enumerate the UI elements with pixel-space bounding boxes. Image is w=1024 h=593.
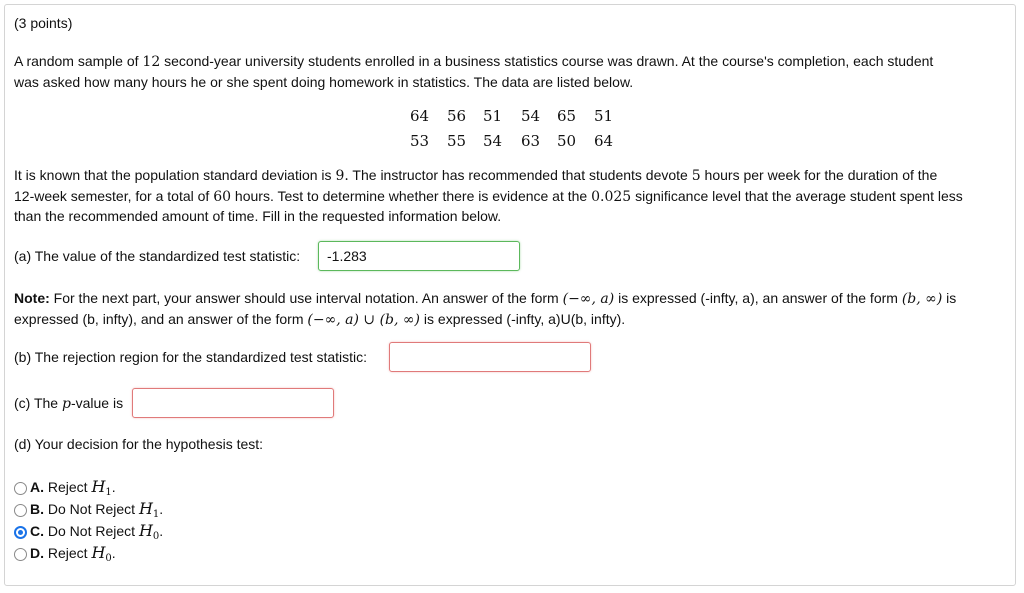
option-b-radio[interactable] (14, 504, 27, 517)
note-line-2 (14, 309, 625, 330)
sample-size: 12 (142, 54, 161, 70)
option-d-label[interactable] (30, 543, 116, 569)
data-value: 55 (447, 132, 467, 150)
option-text: Do Not Reject (44, 501, 139, 517)
known-line-2 (14, 186, 963, 207)
intro-text: second-year university students enrolled in a business statistics course was drawn. At the course's completion, each student (160, 53, 934, 69)
option-c-radio[interactable] (14, 526, 27, 539)
hypothesis-symbol: H (138, 499, 153, 518)
option-letter: C. (30, 523, 44, 539)
part-d-label: (d) Your decision for the hypothesis test: (14, 436, 264, 452)
option-d-radio[interactable] (14, 548, 27, 561)
data-value: 53 (410, 132, 430, 150)
hypothesis-subscript: 0 (105, 553, 112, 564)
note-text: expressed (b, infty), and an answer of the form (14, 311, 308, 327)
rejection-region-input[interactable] (389, 342, 591, 372)
interval-form: (b, ∞) (901, 291, 943, 307)
note-label: Note: (14, 290, 50, 306)
part-a-label: (a) The value of the standardized test statistic: (14, 248, 301, 264)
option-letter: D. (30, 545, 44, 561)
alpha-value: 0.025 (591, 189, 632, 205)
hours-per-week: 5 (691, 168, 701, 184)
option-end: . (159, 523, 164, 539)
note-text: is expressed (-infty, a)U(b, infty). (420, 311, 626, 327)
known-line-3: than the recommended amount of time. Fill in the requested information below. (14, 208, 502, 224)
data-value: 65 (557, 107, 577, 125)
part-c-text: -value is (70, 395, 124, 411)
test-statistic-input[interactable] (318, 241, 520, 271)
option-letter: B. (30, 501, 44, 517)
data-value: 64 (410, 107, 430, 125)
known-text: The instructor has recommended that students devote (348, 167, 692, 183)
data-value: 54 (521, 107, 541, 125)
option-a-radio[interactable] (14, 482, 27, 495)
option-text: Do Not Reject (44, 523, 139, 539)
note-line-1 (14, 288, 956, 309)
interval-form: (−∞, a) ∪ (b, ∞) (307, 312, 421, 328)
hypothesis-symbol: H (91, 477, 106, 496)
data-value: 51 (483, 107, 503, 125)
hypothesis-subscript: 0 (152, 531, 160, 542)
data-value: 56 (447, 107, 467, 125)
sigma-value: 9. (335, 168, 349, 184)
known-line-1 (14, 165, 937, 186)
hypothesis-symbol: H (91, 543, 106, 562)
interval-form: (−∞, a) (562, 291, 615, 307)
known-text: hours. Test to determine whether there is evidence at the (231, 188, 592, 204)
hypothesis-subscript: 1 (105, 487, 112, 498)
intro-line-2: was asked how many hours he or she spent doing homework in statistics. The data are listed below. (14, 74, 634, 90)
option-letter: A. (30, 479, 44, 495)
known-text: 12-week semester, for a total of (14, 188, 214, 204)
p-value-input[interactable] (132, 388, 334, 418)
option-end: . (159, 501, 164, 517)
hypothesis-symbol: H (138, 521, 153, 540)
known-text: significance level that the average student spent less (631, 188, 963, 204)
part-c-text: (c) The (14, 395, 62, 411)
option-text: Reject (44, 479, 92, 495)
data-value: 50 (557, 132, 577, 150)
intro-text: A random sample of (14, 53, 143, 69)
data-value: 63 (521, 132, 541, 150)
part-c-label (14, 393, 123, 414)
note-text: For the next part, your answer should use interval notation. An answer of the form (49, 290, 563, 306)
note-text: is expressed (-infty, a), an answer of the form (614, 290, 902, 306)
points-label: (3 points) (14, 15, 73, 31)
data-value: 51 (594, 107, 614, 125)
part-b-label: (b) The rejection region for the standardized test statistic: (14, 349, 368, 365)
note-text: is (942, 290, 957, 306)
known-text: It is known that the population standard deviation is (14, 167, 336, 183)
known-text: hours per week for the duration of the (700, 167, 938, 183)
option-end: . (111, 545, 116, 561)
option-text: Reject (44, 545, 92, 561)
hypothesis-subscript: 1 (152, 509, 160, 520)
option-end: . (111, 479, 116, 495)
total-hours: 60 (213, 189, 232, 205)
data-value: 54 (483, 132, 503, 150)
intro-line-1 (14, 51, 933, 72)
p-symbol: p (61, 396, 71, 412)
data-value: 64 (594, 132, 614, 150)
